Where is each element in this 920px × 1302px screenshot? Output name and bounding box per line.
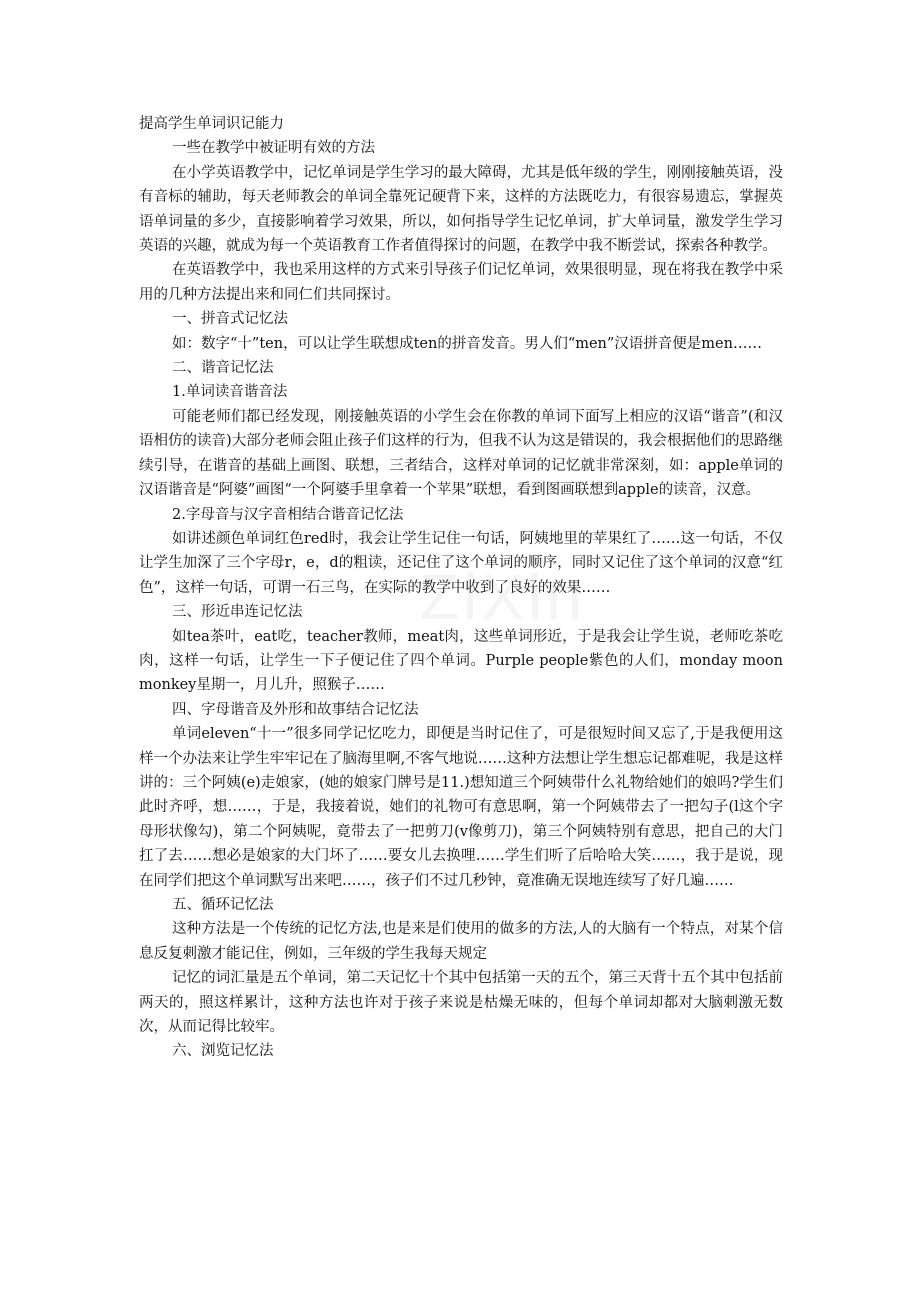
section-heading-5: 五、循环记忆法 <box>172 897 274 913</box>
section-heading-3: 三、形近串连记忆法 <box>172 604 303 621</box>
section-paragraph-1: 如：数字“十”ten，可以让学生联想成ten的拼音发音。男人们“men”汉语拼音便是men…… <box>172 335 762 352</box>
section-heading-6: 六、浏览记忆法 <box>172 1043 274 1060</box>
document-subtitle: 一些在教学中被证明有效的方法 <box>172 140 375 157</box>
subsection-heading-2-2: 2.字母音与汉字音相结合谐音记忆法 <box>172 506 404 523</box>
section-paragraph-3: 如tea茶叶，eat吃，teacher教师，meat肉，这些单词形近，于是我会让学生说，老师吃茶吃肉，这样一句话，让学生一下子便记住了四个单词。Purple people紫色的人们，monday moon monkey星期一，月儿升，照猴子…… <box>139 628 783 694</box>
section-paragraph-2-2: 如讲述颜色单词红色red时，我会让学生记住一句话，阿姨地里的苹果红了……这一句话，不仅让学生加深了三个字母r，e，d的粗读，还记住了这个单词的顺序，同时又记住了这个单词的汉意“红色”，这样一句话，可谓一石三鸟，在实际的教学中收到了良好的效果…… <box>139 530 783 596</box>
section-paragraph-4: 单词eleven“十一”很多同学记忆吃力，即便是当时记住了，可是很短时间又忘了,于是我便用这样一个办法来让学生牢牢记在了脑海里啊,不客气地说……这种方法想让学生想忘记都难呢，我是这样讲的：三个阿姨(e)走娘家，(她的娘家门牌号是11.)想知道三个阿姨带什么礼物给她们的娘吗?学生们此时齐呼，想……，于是，我接着说，她们的礼物可有意思啊，第一个阿姨带去了一把勾子(l这个字母形状像勾)，第二个阿姨呢，竟带去了一把剪刀(v像剪刀)，第三个阿姨特别有意思，把自己的大门扛了去……想必是娘家的大门坏了……要女儿去换哩……学生们听了后哈哈大笑……，我于是说，现在同学们把这个单词默写出来吧……，孩子们不过几秒钟，竟准确无误地连续写了好几遍…… <box>139 726 783 889</box>
section-paragraph-2-1: 可能老师们都已经发现，刚接触英语的小学生会在你教的单词下面写上相应的汉语“谐音”(和汉语相仿的读音)大部分老师会阻止孩子们这样的行为，但我不认为这是错误的，我会根据他们的思路继续引导，在谐音的基础上画图、联想，三者结合，这样对单词的记忆就非常深刻，如：apple单词的汉语谐音是“阿婆”画图“一个阿婆手里拿着一个苹果”联想，看到图画联想到apple的读音，汉意。 <box>139 408 783 499</box>
intro-paragraph-1: 在小学英语教学中，记忆单词是学生学习的最大障碍，尤其是低年级的学生，刚刚接触英语，没有音标的辅助，每天老师教会的单词全靠死记硬背下来，这样的方法既吃力，有很容易遗忘，掌握英语单词量的多少，直接影响着学习效果，所以，如何指导学生记忆单词，扩大单词量，激发学生学习英语的兴趣，就成为每一个英语教育工作者值得探讨的问题，在教学中我不断尝试，探索各种教学。 <box>139 164 783 255</box>
document-body <box>139 112 783 1064</box>
section-paragraph-5a: 这种方法是一个传统的记忆方法,也是来是们使用的做多的方法,人的大脑有一个特点，对某个信息反复刺激才能记住，例如，三年级的学生我每天规定 <box>139 921 783 962</box>
section-paragraph-5b: 记忆的词汇量是五个单词，第二天记忆十个其中包括第一天的五个，第三天背十五个其中包括前两天的，照这样累计，这种方法也许对于孩子来说是枯燥无味的，但每个单词却都对大脑刺激无数次，从而记得比较牢。 <box>139 970 783 1036</box>
subsection-heading-2-1: 1.单词读音谐音法 <box>172 384 288 401</box>
intro-paragraph-2: 在英语教学中，我也采用这样的方式来引导孩子们记忆单词，效果很明显，现在将我在教学中采用的几种方法提出来和同仁们共同探讨。 <box>139 262 783 303</box>
document-title: 提高学生单词识记能力 <box>139 116 284 132</box>
section-heading-4: 四、字母谐音及外形和故事结合记忆法 <box>172 701 419 718</box>
section-heading-1: 一、拼音式记忆法 <box>172 311 288 328</box>
section-heading-2: 二、谐音记忆法 <box>172 360 274 377</box>
